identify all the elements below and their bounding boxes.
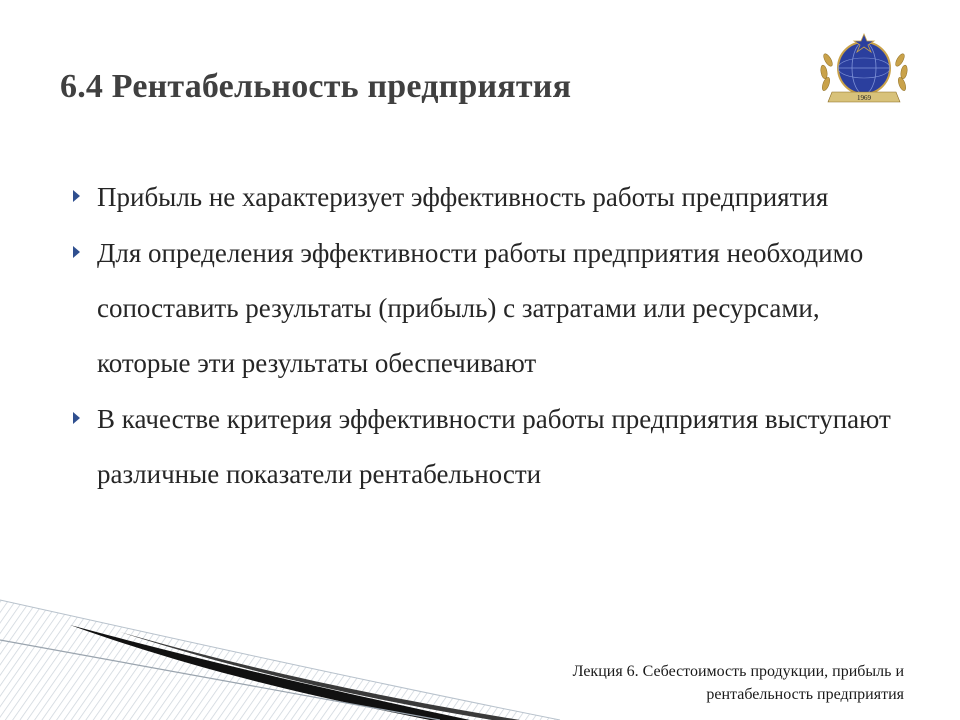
bullet-item: [70, 226, 900, 391]
footer-line-2: рентабельность предприятия: [706, 686, 904, 703]
bullet-item: [70, 170, 900, 225]
bullet-arrow-icon: [73, 190, 80, 202]
logo-year: 1969: [857, 94, 871, 102]
footer-line-1: Лекция 6. Себестоимость продукции, прибыль и: [572, 663, 904, 680]
bullet-text: Прибыль не характеризует эффективность работы предприятия: [97, 182, 829, 212]
slide-title: 6.4 Рентабельность предприятия: [60, 68, 572, 105]
bullet-item: [70, 392, 900, 502]
university-emblem-icon: [814, 30, 914, 112]
bullet-text: В качестве критерия эффективности работы предприятия выступают различные показатели рентабельности: [97, 404, 891, 489]
bullet-arrow-icon: [73, 246, 80, 258]
slide-footer: [484, 660, 904, 706]
bullet-text: Для определения эффективности работы предприятия необходимо сопоставить результаты (прибыль) с затратами или ресурсами, которые эти результаты обеспечивают: [97, 238, 864, 378]
bullet-arrow-icon: [73, 412, 80, 424]
bullet-list: [70, 170, 900, 503]
